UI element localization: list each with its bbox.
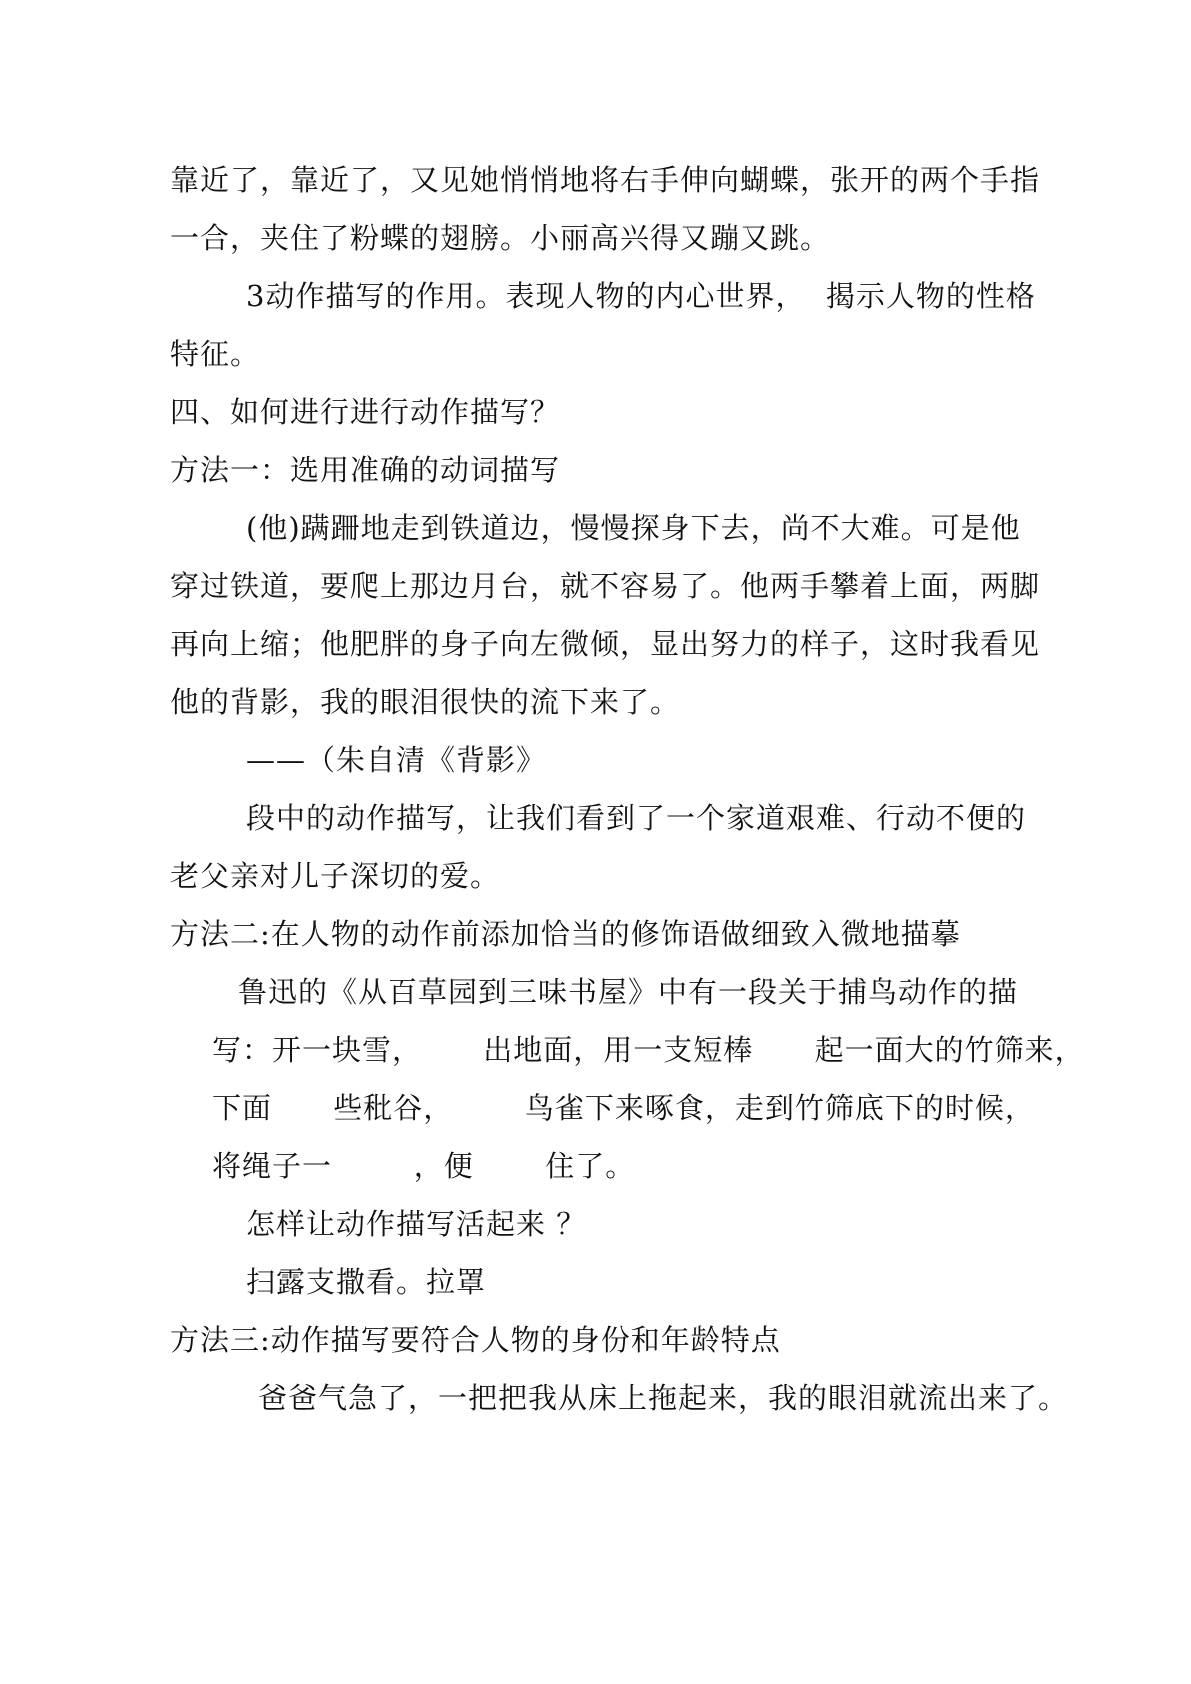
paragraph-line: 穿过铁道，要爬上那边月台，就不容易了。他两手攀着上面，两脚: [170, 569, 1041, 603]
paragraph-line: 3动作描写的作用。表现人物的内心世界， 揭示人物的性格: [246, 279, 1036, 313]
paragraph-line: 特征。: [170, 337, 261, 371]
paragraph-line: 再向上缩；他肥胖的身子向左微倾，显出努力的样子，这时我看见: [170, 627, 1041, 661]
method-heading: 方法一：选用准确的动词描写: [170, 453, 561, 487]
question-line: 怎样让动作描写活起来 ？: [246, 1207, 587, 1241]
paragraph-line: 一合，夹住了粉蝶的翅膀。小丽高兴得又蹦又跳。: [170, 221, 831, 255]
paragraph-line: 老父亲对儿子深切的爱。: [170, 859, 501, 893]
section-heading: 四、如何进行进行动作描写？: [170, 395, 561, 429]
word-bank-line: 扫露支撒看。拉罩: [246, 1265, 487, 1299]
paragraph-line: 靠近了，靠近了，又见她悄悄地将右手伸向蝴蝶，张开的两个手指: [170, 163, 1041, 197]
method-heading: 方法三:动作描写要符合人物的身份和年龄特点: [170, 1323, 781, 1357]
fill-in-line: 写：开一块雪， 出地面，用一支短棒 起一面大的竹筛来，: [212, 1033, 1085, 1067]
method-heading: 方法二:在人物的动作前添加恰当的修饰语做细致入微地描摹: [170, 917, 961, 951]
paragraph-line: 他的背影，我的眼泪很快的流下来了。: [170, 685, 681, 719]
fill-in-line: 将绳子一 ，便 住了。: [212, 1149, 636, 1183]
paragraph-line: (他)蹒跚地走到铁道边，慢慢探身下去，尚不大难。可是他: [246, 511, 1021, 545]
paragraph-line: 爸爸气急了，一把把我从床上拖起来，我的眼泪就流出来了。: [258, 1381, 1069, 1415]
paragraph-line: 鲁迅的《从百草园到三味书屋》中有一段关于捕鸟动作的描: [238, 975, 1019, 1009]
citation-line: ——（朱自清《背影》: [246, 743, 547, 777]
fill-in-line: 下面 些秕谷， 鸟雀下来啄食，走到竹筛底下的时候，: [212, 1091, 1035, 1125]
paragraph-line: 段中的动作描写，让我们看到了一个家道艰难、行动不便的: [246, 801, 1027, 835]
